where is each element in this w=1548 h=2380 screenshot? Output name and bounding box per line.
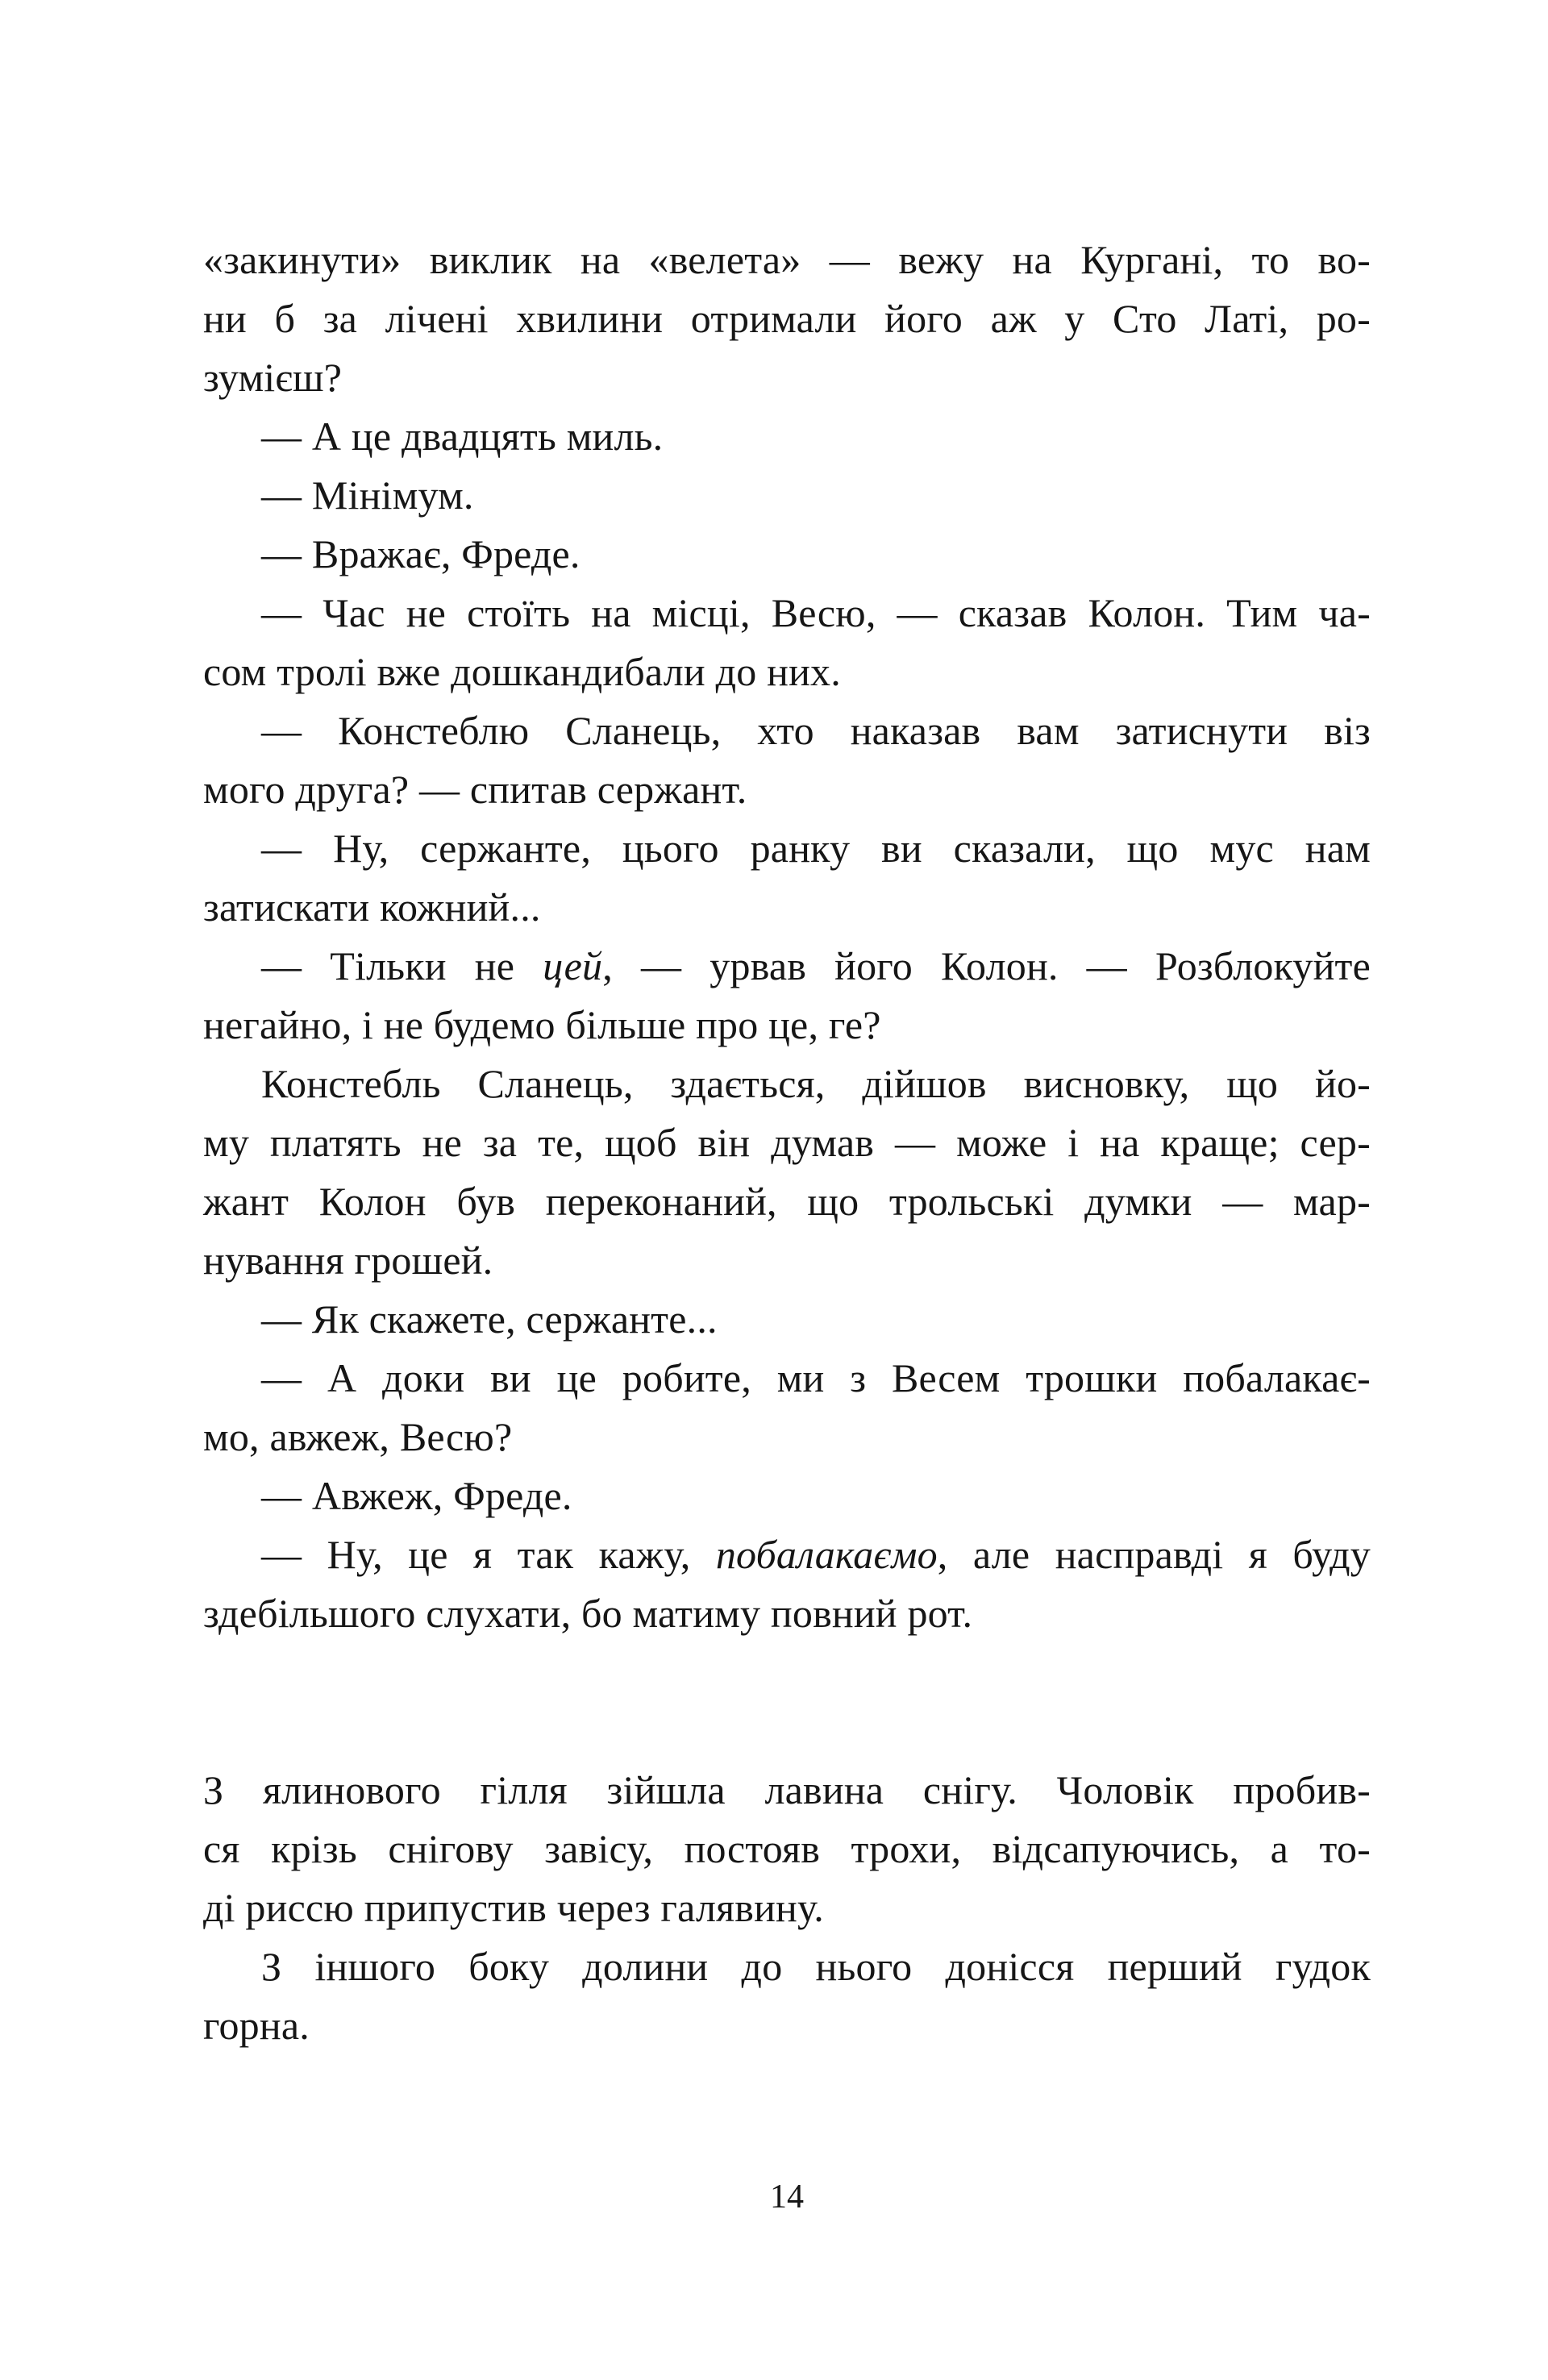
page-text-block <box>203 231 1371 2055</box>
text-segment: — А доки ви це робите, ми з Весем трошки побалакає- <box>261 1355 1371 1400</box>
text-line <box>203 1820 1371 1879</box>
text-segment: ни б за лічені хвилини отримали його аж у Сто Латі, ро- <box>203 296 1371 341</box>
text-line <box>203 760 1371 819</box>
text-segment: негайно, і не будемо більше про це, ге? <box>203 1002 881 1047</box>
text-line <box>203 1172 1371 1231</box>
text-line <box>203 878 1371 937</box>
text-segment: — Констеблю Сланець, хто наказав вам затиснути віз <box>261 708 1371 753</box>
text-line <box>203 1584 1371 1643</box>
text-segment: здебільшого слухати, бо матиму повний рот. <box>203 1591 973 1636</box>
text-segment: сом тролі вже дошкандибали до них. <box>203 649 841 694</box>
text-line <box>203 466 1371 525</box>
text-segment: — Ну, це я так кажу, <box>261 1532 716 1577</box>
text-line <box>203 1996 1371 2055</box>
text-segment: Констебль Сланець, здається, дійшов висновку, що йо- <box>261 1061 1371 1106</box>
text-line <box>203 701 1371 760</box>
text-segment: — А це двадцять миль. <box>261 414 664 459</box>
text-line <box>203 231 1371 289</box>
text-line <box>203 937 1371 996</box>
text-segment: ді риссю припустив через галявину. <box>203 1885 824 1930</box>
italic-text-segment: цей <box>543 943 603 988</box>
text-segment: — Авжеж, Фреде. <box>261 1473 572 1518</box>
text-segment: — Тільки не <box>261 943 543 988</box>
text-line <box>203 348 1371 407</box>
text-line <box>203 996 1371 1055</box>
text-segment: — Як скажете, сержанте... <box>261 1296 718 1342</box>
text-segment: нування грошей. <box>203 1238 493 1283</box>
text-segment: , але насправді я буду <box>937 1532 1371 1577</box>
text-line <box>203 525 1371 584</box>
page-number: 14 <box>770 2178 804 2216</box>
text-line <box>203 1761 1371 1820</box>
text-segment: — Мінімум. <box>261 472 474 518</box>
text-line <box>203 1113 1371 1172</box>
italic-text-segment: побалакаємо <box>715 1532 938 1577</box>
text-segment: му платять не за те, щоб він думав — може і на краще; сер- <box>203 1120 1371 1165</box>
text-line <box>203 1525 1371 1584</box>
text-segment: горна. <box>203 2003 310 2048</box>
text-line <box>203 1467 1371 1525</box>
text-segment: , — урвав його Колон. — Розблокуйте <box>602 943 1371 988</box>
text-line <box>203 1937 1371 1996</box>
text-line <box>203 289 1371 348</box>
text-line <box>203 1055 1371 1113</box>
text-segment: мо, авжеж, Весю? <box>203 1414 513 1459</box>
text-segment: затискати кожний... <box>203 884 541 930</box>
text-segment: — Ну, сержанте, цього ранку ви сказали, що мус нам <box>261 826 1371 871</box>
text-line <box>203 407 1371 466</box>
text-segment: — Час не стоїть на місці, Весю, — сказав Колон. Тим ча- <box>261 590 1371 635</box>
text-line <box>203 819 1371 878</box>
text-segment: З іншого боку долини до нього донісся перший гудок <box>261 1944 1371 1989</box>
text-line <box>203 643 1371 701</box>
text-line <box>203 1408 1371 1467</box>
text-segment: зумієш? <box>203 355 343 400</box>
text-line <box>203 584 1371 643</box>
text-line <box>203 1879 1371 1937</box>
text-line <box>203 1290 1371 1349</box>
text-line <box>203 1231 1371 1290</box>
text-segment: — Вражає, Фреде. <box>261 531 580 576</box>
text-segment: мого друга? — спитав сержант. <box>203 767 747 812</box>
text-line <box>203 1349 1371 1408</box>
text-segment: жант Колон був переконаний, що трольські думки — мар- <box>203 1179 1371 1224</box>
text-segment: З ялинового гілля зійшла лавина снігу. Чоловік пробив- <box>203 1767 1371 1812</box>
text-segment: «закинути» виклик на «велета» — вежу на Кургані, то во- <box>203 237 1371 282</box>
text-segment: ся крізь снігову завісу, постояв трохи, відсапуючись, а то- <box>203 1826 1371 1871</box>
